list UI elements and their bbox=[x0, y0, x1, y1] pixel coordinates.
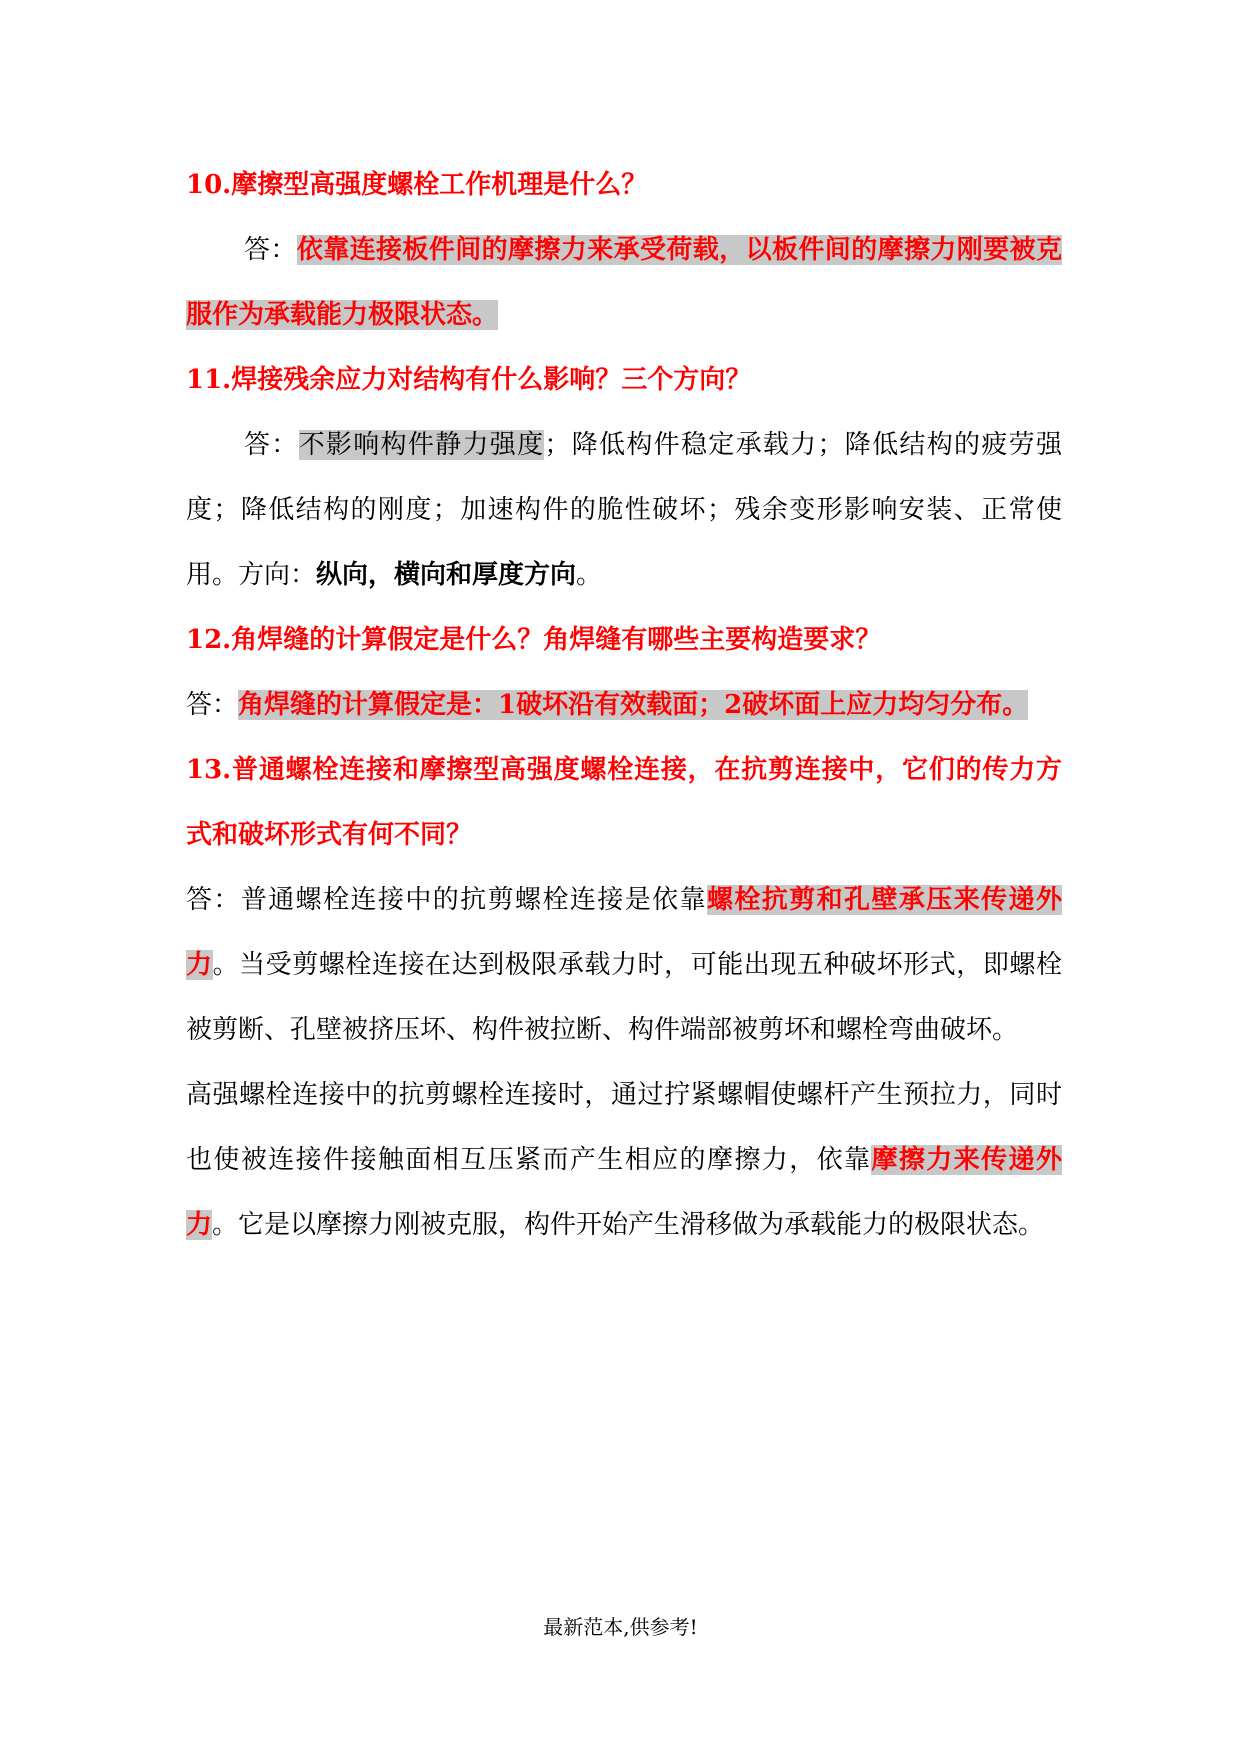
document-content bbox=[186, 153, 1062, 1258]
question-10-title: 10.摩擦型高强度螺栓工作机理是什么？ bbox=[186, 170, 648, 200]
question-11-title: 11.焊接残余应力对结构有什么影响？三个方向？ bbox=[186, 365, 752, 395]
answer-label: 答： bbox=[244, 235, 297, 265]
answer-label: 答： bbox=[244, 430, 299, 460]
answer-text: 答：普通螺栓连接中的抗剪螺栓连接是依靠 bbox=[186, 885, 707, 915]
answer-end: 。 bbox=[576, 560, 603, 590]
answer-highlight: 摩擦力来传递外力 bbox=[186, 1145, 1062, 1240]
question-13-title: 13.普通螺栓连接和摩擦型高强度螺栓连接，在抗剪连接中，它们的传力方式和破坏形式有何不同？ bbox=[186, 755, 1062, 850]
answer-label: 答： bbox=[186, 690, 239, 720]
question-12-title: 12.角焊缝的计算假定是什么？角焊缝有哪些主要构造要求？ bbox=[186, 625, 882, 655]
question-13-answer-paragraph-2 bbox=[186, 1063, 1062, 1258]
question-12-answer bbox=[186, 673, 1062, 738]
question-13-answer-paragraph-1 bbox=[186, 868, 1062, 1063]
answer-highlight: 角焊缝的计算假定是：1破坏沿有效载面；2破坏面上应力均匀分布。 bbox=[238, 690, 1029, 720]
answer-highlight: 依靠连接板件间的摩擦力来承受荷载，以板件间的摩擦力刚要被克服作为承载能力极限状态。 bbox=[186, 235, 1062, 330]
question-11-answer bbox=[186, 413, 1062, 608]
answer-bold-directions: 纵向，横向和厚度方向 bbox=[316, 560, 577, 590]
answer-text: 。当受剪螺栓连接在达到极限承载力时，可能出现五种破坏形式，即螺栓被剪断、孔壁被挤压坏、构件被拉断、构件端部被剪坏和螺栓弯曲破坏。 bbox=[186, 950, 1062, 1045]
answer-highlight: 螺栓抗剪和孔壁承压来传递外力 bbox=[186, 885, 1062, 980]
answer-highlight: 不影响构件静力强度 bbox=[298, 430, 545, 460]
answer-text: 高强螺栓连接中的抗剪螺栓连接时，通过拧紧螺帽使螺杆产生预拉力，同时也使被连接件接触面相互压紧而产生相应的摩擦力，依靠 bbox=[186, 1080, 1062, 1175]
answer-text: 。它是以摩擦力刚被克服，构件开始产生滑移做为承载能力的极限状态。 bbox=[212, 1210, 1045, 1240]
answer-text: ；降低构件稳定承载力；降低结构的疲劳强度；降低结构的刚度；加速构件的脆性破坏；残余变形影响安装、正常使用。方向： bbox=[186, 430, 1062, 590]
page-footer: 最新范本,供参考! bbox=[543, 1615, 698, 1639]
question-10-answer bbox=[186, 218, 1062, 348]
